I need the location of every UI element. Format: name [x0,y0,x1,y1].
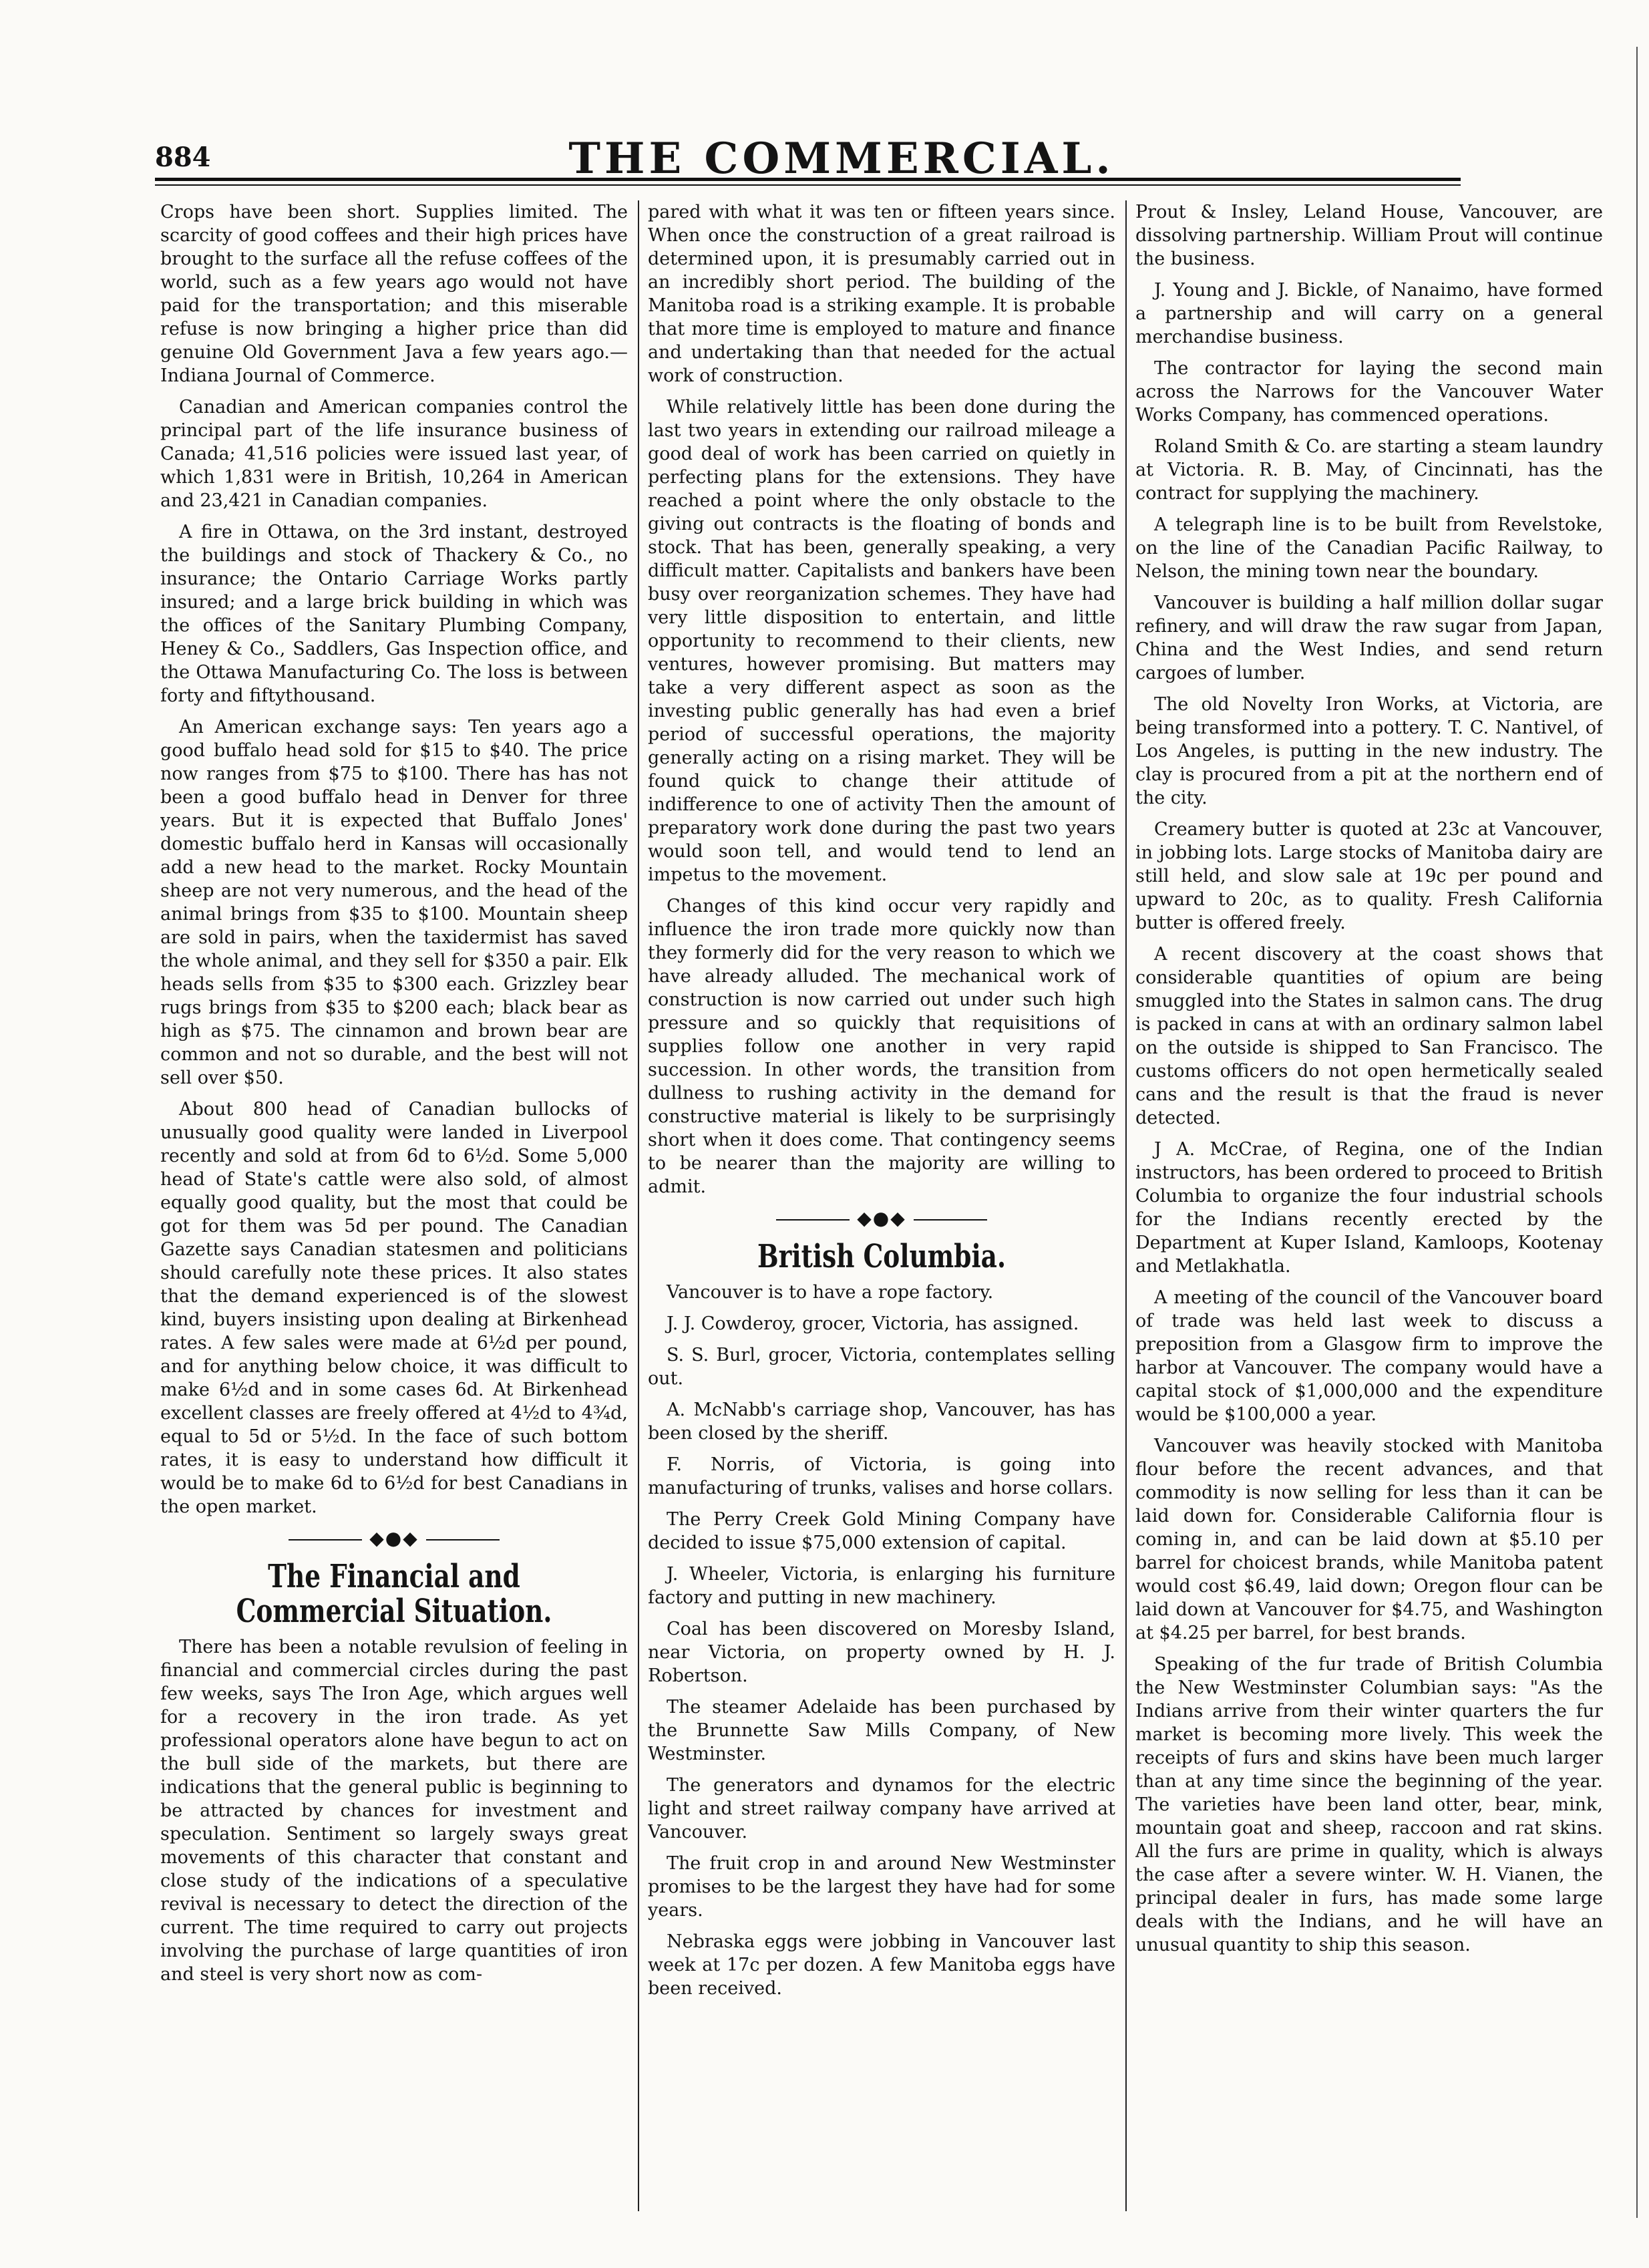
article-paragraph: A fire in Ottawa, on the 3rd instant, destroyed the buildings and stock of Thackery & Co., no insurance; the Ontario Carriage Works partly insured; and a large brick building in which was the offices of the Sanitary Plumbing Company, Heney & Co., Saddlers, Gas Inspection office, and the Ottawa Manufacturing Co. The loss is between forty and fiftythousand. [160,522,628,706]
section-heading: The Financial and Commercial Situation. [236,1558,552,1630]
news-item: A. McNabb's carriage shop, Vancouver, has has been closed by the sheriff. [648,1400,1115,1444]
news-item: The old Novelty Iron Works, at Victoria, are being transformed into a pottery. T. C. Nantivel, of Los Angeles, is putting in the new industry. The clay is procured from a pit at the northern end of the city. [1135,694,1603,808]
news-item: The Perry Creek Gold Mining Company have decided to issue $75,000 extension of capital. [648,1509,1115,1553]
news-item: Speaking of the fur trade of British Columbia the New Westminster Columbian says: "As the Indians arrive from their winter quarters the fur market is becoming more lively. This week the receipts of furs and skins have been much larger than at any time since the beginning of the year. The varieties have been land otter, bear, mink, mountain goat and sheep, raccoon and rat skins. All the furs are prime in quality, which is always the case after a severe winter. W. H. Vianen, the principal dealer in furs, has made some large deals with the Indians, and he will have an unusual quantity to ship this season. [1135,1654,1603,1955]
article-paragraph: An American exchange says: Ten years ago a good buffalo head sold for $15 to $40. The price now ranges from $75 to $100. There has has not been a good buffalo head in Denver for three years. But it is expected that Buffalo Jones' domestic buffalo herd in Kansas will occasionally add a new head to the market. Rocky Mountain sheep are not very numerous, and the head of the animal brings from $35 to $100. Mountain sheep are sold in pairs, when the taxidermist has saved the whole animal, and they sell for $350 a pair. Elk heads sells from $35 to $300 each. Grizzley bear rugs brings from $35 to $200 each; black bear as high as $75. The cinnamon and brown bear are common and not so durable, and the best will not sell over $50. [160,717,628,1088]
section-ornament: ◆●◆ [648,1206,1115,1230]
news-item: A telegraph line is to be built from Revelstoke, on the line of the Canadian Pacific Railway, to Nelson, the mining town near the boundary. [1135,514,1603,582]
column-2 [648,200,1115,2218]
article-paragraph: There has been a notable revulsion of feeling in financial and commercial circles during the past few weeks, says The Iron Age, which argues well for a recovery in the iron trade. As yet professional operators alone have begun to act on the bull side of the markets, but there are indications that the general public is beginning to be attracted by chances for investment and speculation. Sentiment so largely sways great movements of this character that constant and close study of the indications of a speculative revival is necessary to detect the direction of the current. The time required to carry out projects involving the purchase of large quantities of iron and steel is very short now as com- [160,1637,628,1985]
news-item: The fruit crop in and around New Westminster promises to be the largest they have had for some years. [648,1853,1115,1921]
news-item: A recent discovery at the coast shows that considerable quantities of opium are being smuggled into the States in salmon cans. The drug is packed in cans at with an ordinary salmon label on the outside is shipped to San Francisco. The customs officers do not open hermetically sealed cans and the result is that the fraud is never detected. [1135,944,1603,1128]
news-item: Vancouver is building a half million dollar sugar refinery, and will draw the raw sugar from Japan, China and the West Indies, and send return cargoes of lumber. [1135,593,1603,683]
news-item: Coal has been discovered on Moresby Island, near Victoria, on property owned by H. J. Robertson. [648,1619,1115,1686]
news-item: Vancouver is to have a rope factory. [667,1282,994,1303]
news-item: Vancouver was heavily stocked with Manitoba flour before the recent advances, and that commodity is now selling for less than it can be laid down for. Considerable California flour is coming in, and can be laid down at $5.10 per barrel for choicest brands, while Manitoba patent would cost $6.49, laid down; Oregon flour can be laid down at Vancouver for $4.75, and Washington at $4.25 per barrel, for best brands. [1135,1436,1603,1643]
news-item: J A. McCrae, of Regina, one of the Indian instructors, has been ordered to proceed to British Columbia to organize the four industrial schools for the Indians recently erected by the Department at Kuper Island, Kamloops, Kootenay and Metlakhatla. [1135,1139,1603,1277]
article-paragraph: pared with what it was ten or fifteen years since. When once the construction of a great railroad is determined upon, it is presumably carried out in an incredibly short period. The building of the Manitoba road is a striking example. It is probable that more time is employed to mature and finance and undertaking than that needed for the actual work of construction. [648,202,1115,386]
news-item: Creamery butter is quoted at 23c at Vancouver, in jobbing lots. Large stocks of Manitoba dairy are still held, and slow sale at 19c per pound and upward to 20c, as to quality. Fresh California butter is offered freely. [1135,819,1603,933]
news-item: F. Norris, of Victoria, is going into manufacturing of trunks, valises and horse collars. [648,1454,1115,1498]
masthead: THE COMMERCIAL. [568,134,1115,184]
column-1 [160,200,628,2218]
column-divider [638,200,639,2211]
news-item: Roland Smith & Co. are starting a steam laundry at Victoria. R. B. May, of Cincinnati, has the contract for supplying the machinery. [1135,436,1603,504]
news-item: J. Wheeler, Victoria, is enlarging his furniture factory and putting in new machinery. [648,1564,1115,1608]
column-divider [1125,200,1127,2211]
news-item: The generators and dynamos for the electric light and street railway company have arrived at Vancouver. [648,1775,1115,1842]
column-3 [1135,200,1603,2218]
news-item: Nebraska eggs were jobbing in Vancouver last week at 17c per dozen. A few Manitoba eggs have been received. [648,1931,1115,1999]
section-heading: British Columbia. [757,1238,1006,1275]
news-item: A meeting of the council of the Vancouver board of trade was held last week to discuss a preposition from a Glasgow firm to improve the harbor at Vancouver. The company would have a capital stock of $1,000,000 and the expenditure would be $100,000 a year. [1135,1287,1603,1425]
header-rule [155,178,1461,181]
news-item: Prout & Insley, Leland House, Vancouver, are dissolving partnership. William Prout will continue the business. [1135,202,1603,269]
news-item: The steamer Adelaide has been purchased by the Brunnette Saw Mills Company, of New Westminster. [648,1697,1115,1764]
article-paragraph: Crops have been short. Supplies limited. The scarcity of good coffees and their high prices have brought to the surface all the refuse coffees of the world, such as a few years ago would not have paid for the transportation; and this miserable refuse is now bringing a higher price than did genuine Old Government Java a few years ago.—Indiana Journal of Commerce. [160,202,628,386]
page-number: 884 [155,142,211,173]
section-ornament: ◆●◆ [160,1526,628,1550]
article-paragraph: Changes of this kind occur very rapidly and influence the iron trade more quickly now than they formerly did for the very reason to which we have already alluded. The mechanical work of construction is now carried out under such high pressure and so quickly that requisitions of supplies follow one another in very rapid succession. In other words, the transition from dullness to rushing activity in the demand for constructive material is likely to be surprisingly short when it does come. That contingency seems to be nearer than the majority are willing to admit. [648,896,1115,1197]
page-edge-rule [1636,47,1638,2218]
news-item: S. S. Burl, grocer, Victoria, contemplates selling out. [648,1345,1115,1389]
article-paragraph: Canadian and American companies control the principal part of the life insurance business of Canada; 41,516 policies were issued last year, of which 1,831 were in British, 10,264 in American and 23,421 in Canadian companies. [160,397,628,511]
news-item: J. Young and J. Bickle, of Nanaimo, have formed a partnership and will carry on a general merchandise business. [1135,280,1603,347]
header-rule-thin [155,184,1461,186]
article-paragraph: While relatively little has been done during the last two years in extending our railroad mileage a good deal of work has been carried on quietly in perfecting plans for the extensions. They have reached a point where the only obstacle to the giving out contracts is the floating of bonds and stock. That has been, generally speaking, a very difficult matter. Capitalists and bankers have been busy over reorganization schemes. They have had very little disposition to entertain, and little opportunity to recommend to their clients, new ventures, however promising. But matters may take a very different aspect as soon as the investing public generally has had even a brief period of successful operations, the majority generally acting on a rising market. They will be found quick to change their attitude of indifference to one of activity Then the amount of preparatory work done during the past two years would soon tell, and would tend to lend an impetus to the movement. [648,397,1115,885]
news-item: J. J. Cowderoy, grocer, Victoria, has assigned. [667,1313,1079,1334]
article-paragraph: About 800 head of Canadian bullocks of unusually good quality were landed in Liverpool recently and sold at from 6d to 6½d. Some 5,000 head of State's cattle were also sold, of almost equally good quality, but the most that could be got for them was 5d per pound. The Canadian Gazette says Canadian statesmen and politicians should carefully note these prices. It also states that the demand experienced is of the slowest kind, buyers insisting upon dealing at Birkenhead rates. A few sales were made at 6½d per pound, and for anything below choice, it was difficult to make 6½d and in some cases 6d. At Birkenhead excellent classes are freely offered at 4½d to 4¾d, equal to 5d or 5½d. In the face of such bottom rates, it is easy to understand how difficult it would be to make 6d to 6½d for best Canadians in the open market. [160,1099,628,1517]
news-item: The contractor for laying the second main across the Narrows for the Vancouver Water Works Company, has commenced operations. [1135,358,1603,426]
